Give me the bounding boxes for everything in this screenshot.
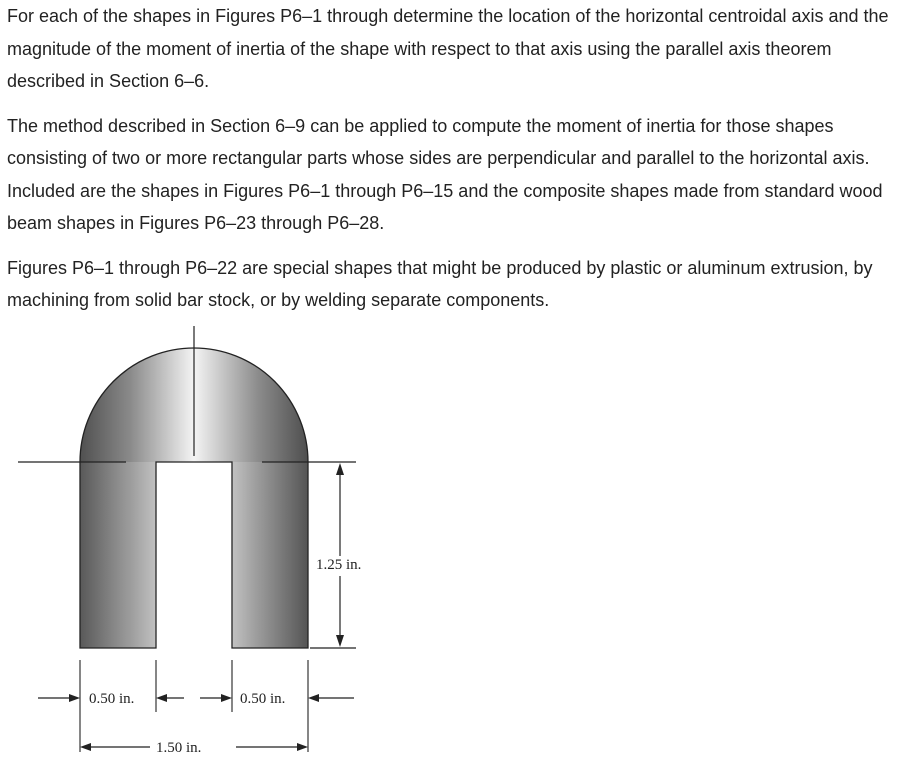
paragraph-3: Figures P6–1 through P6–22 are special shapes that might be produced by plastic or aluminum extrusion, by machining from solid bar stock, or by welding separate components.: [7, 257, 873, 310]
overall-width-label: 1.50 in.: [156, 740, 202, 756]
left-leg-width-label: 0.50 in.: [89, 691, 135, 707]
u-shape-figure: [0, 320, 400, 761]
leg-height-dimension: [336, 463, 344, 647]
u-shape-diagram: [0, 320, 400, 761]
paragraph-2: The method described in Section 6–9 can be applied to compute the moment of inertia for those shapes consisting of two or more rectangular parts whose sides are perpendicular and parallel to the horizontal axis. Included are the shapes in Figures P6–1 through P6–15 and the composite shapes made from standard wood beam shapes in Figures P6–23 through P6–28.: [7, 115, 883, 233]
left-leg-shade: [81, 462, 156, 647]
leg-height-label: 1.25 in.: [316, 557, 362, 573]
right-leg-shade: [233, 462, 308, 647]
paragraph-1: For each of the shapes in Figures P6–1 through determine the location of the horizontal centroidal axis and the magnitude of the moment of inertia of the shape with respect to that axis using the parallel axis theorem described in Section 6–6.: [7, 6, 889, 91]
right-leg-width-label: 0.50 in.: [240, 691, 286, 707]
problem-text: [7, 0, 907, 317]
